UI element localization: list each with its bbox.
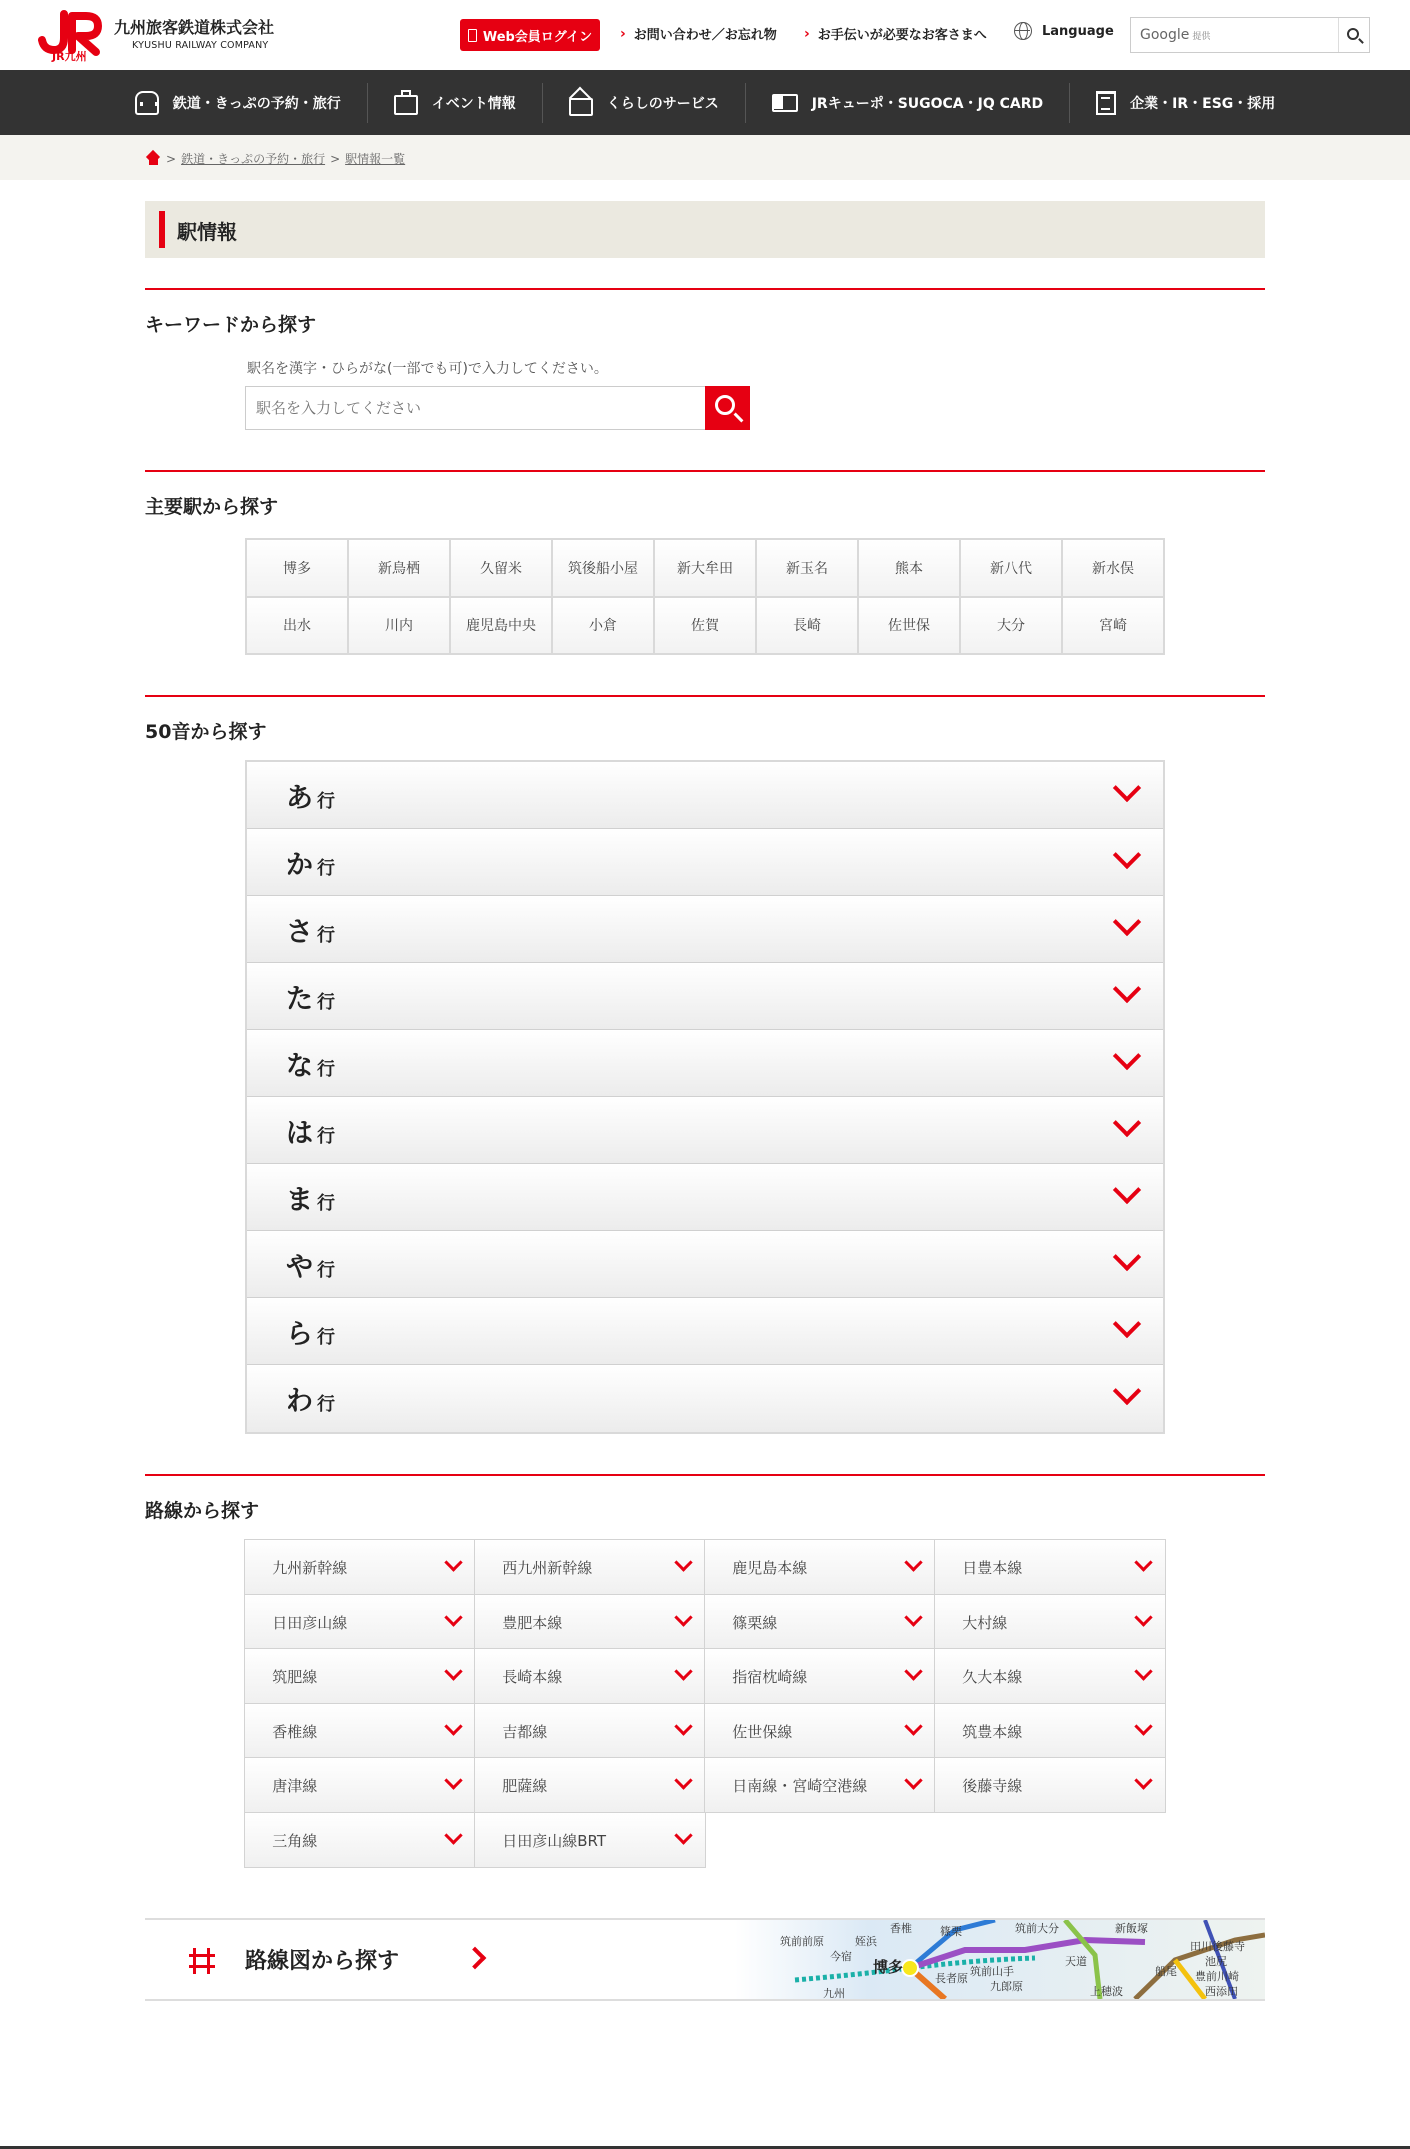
site-search-box[interactable] <box>1130 17 1370 53</box>
line-item[interactable] <box>244 1594 476 1650</box>
chevron-down-icon <box>1113 1176 1141 1204</box>
gnav-item-rail[interactable] <box>109 83 368 123</box>
line-label: 久大本線 <box>962 1668 1023 1687</box>
map-label: 筑前大分 <box>1015 1922 1059 1935</box>
kana-char: か <box>286 850 313 881</box>
kana-char: さ <box>286 917 313 948</box>
station-button[interactable]: 熊本 <box>859 540 959 596</box>
kana-row-ta[interactable] <box>247 963 1163 1030</box>
chevron-down-icon <box>1113 975 1141 1003</box>
line-item[interactable] <box>474 1539 706 1595</box>
map-label: 豊前川崎 <box>1195 1970 1239 1983</box>
station-button[interactable]: 長崎 <box>757 598 857 654</box>
chevron-down-icon <box>444 1826 462 1844</box>
chevron-down-icon <box>674 1772 692 1790</box>
station-button[interactable]: 久留米 <box>451 540 551 596</box>
line-label: 後藤寺線 <box>962 1777 1023 1796</box>
major-stations-heading: 主要駅から探す <box>145 496 279 518</box>
line-item[interactable] <box>934 1539 1166 1595</box>
line-item[interactable] <box>704 1703 936 1759</box>
breadcrumb-bar <box>0 135 1410 180</box>
kana-row-ka[interactable] <box>247 829 1163 896</box>
line-grid <box>245 1540 1165 1867</box>
building-icon <box>1096 91 1116 115</box>
station-button[interactable]: 新大牟田 <box>655 540 755 596</box>
station-button[interactable]: 鹿児島中央 <box>451 598 551 654</box>
company-name-en: KYUSHU RAILWAY COMPANY <box>132 40 269 51</box>
line-label: 西九州新幹線 <box>502 1559 593 1578</box>
line-label: 指宿枕崎線 <box>732 1668 808 1687</box>
gnav-item-events[interactable] <box>368 83 543 123</box>
chevron-down-icon <box>904 1772 922 1790</box>
section-divider <box>145 695 1265 697</box>
breadcrumb-separator: > <box>330 151 341 166</box>
route-map-icon <box>189 1946 217 1974</box>
login-label: Web会員ログイン <box>482 29 593 45</box>
title-accent-bar <box>159 211 165 248</box>
line-item[interactable] <box>934 1648 1166 1704</box>
map-label: 天道 <box>1065 1955 1087 1968</box>
line-item[interactable] <box>244 1648 476 1704</box>
breadcrumb-link-stations[interactable]: 駅情報一覧 <box>345 152 406 166</box>
map-label: 筑前山手 <box>970 1965 1014 1978</box>
globe-icon <box>1014 22 1032 40</box>
station-button[interactable]: 小倉 <box>553 598 653 654</box>
global-nav <box>0 70 1410 135</box>
station-button[interactable]: 新玉名 <box>757 540 857 596</box>
map-label: 姪浜 <box>855 1935 877 1948</box>
line-label: 鹿児島本線 <box>732 1559 808 1578</box>
breadcrumb-separator: > <box>166 151 177 166</box>
chevron-right-icon: › <box>804 25 810 42</box>
kana-char: ま <box>286 1185 313 1216</box>
chevron-down-icon <box>1113 1042 1141 1070</box>
chevron-down-icon <box>1113 908 1141 936</box>
kana-suffix: 行 <box>317 791 335 812</box>
station-button[interactable]: 新鳥栖 <box>349 540 449 596</box>
line-label: 大村線 <box>962 1613 1008 1632</box>
line-label: 佐世保線 <box>732 1722 793 1741</box>
chevron-down-icon <box>444 1663 462 1681</box>
contact-link-label: お問い合わせ／お忘れ物 <box>633 28 777 43</box>
search-brand <box>1140 27 1210 43</box>
jr-kyushu-logo[interactable] <box>38 10 288 62</box>
gnav-label: 鉄道・きっぷの予約・旅行 <box>172 95 341 112</box>
kana-row-na[interactable] <box>247 1030 1163 1097</box>
line-label: 日豊本線 <box>962 1559 1023 1578</box>
line-item[interactable] <box>474 1594 706 1650</box>
page-title-box <box>145 201 1265 258</box>
map-label: 田川後藤寺 <box>1190 1940 1245 1953</box>
line-label: 唐津線 <box>272 1777 318 1796</box>
chevron-down-icon <box>904 1608 922 1626</box>
kana-row-wa[interactable] <box>247 1365 1163 1432</box>
chevron-down-icon <box>1113 1243 1141 1271</box>
line-label: 日南線・宮崎空港線 <box>732 1777 868 1796</box>
gnav-label: 企業・IR・ESG・採用 <box>1130 95 1276 112</box>
accessibility-link[interactable] <box>804 24 987 43</box>
section-divider <box>145 470 1265 472</box>
site-header <box>0 0 1410 70</box>
map-label: 博多 <box>873 1958 904 1976</box>
map-label: 篠栗 <box>940 1925 962 1938</box>
kana-suffix: 行 <box>317 1260 335 1281</box>
chevron-down-icon <box>904 1663 922 1681</box>
chevron-down-icon <box>674 1717 692 1735</box>
map-label: 池尻 <box>1205 1955 1227 1968</box>
route-map-thumbnail <box>735 1920 1265 1999</box>
kana-suffix: 行 <box>317 1394 335 1415</box>
chevron-down-icon <box>444 1554 462 1572</box>
language-label: Language <box>1042 23 1114 39</box>
chevron-down-icon <box>1113 774 1141 802</box>
line-label: 吉都線 <box>502 1722 548 1741</box>
chevron-down-icon <box>904 1717 922 1735</box>
station-button[interactable]: 新八代 <box>961 540 1061 596</box>
line-label: 九州新幹線 <box>272 1559 348 1578</box>
kana-search-heading: 50音から探す <box>145 721 267 743</box>
kana-char: わ <box>286 1386 313 1417</box>
map-label: 九郎原 <box>990 1980 1023 1993</box>
chevron-down-icon <box>444 1717 462 1735</box>
house-icon <box>569 98 593 116</box>
search-divider <box>1338 18 1339 52</box>
map-label: 九州 <box>823 1987 845 1999</box>
chevron-down-icon <box>1134 1608 1152 1626</box>
chevron-down-icon <box>444 1608 462 1626</box>
card-icon <box>772 94 798 112</box>
map-label: 今宿 <box>830 1950 852 1963</box>
chevron-down-icon <box>1134 1554 1152 1572</box>
line-label: 三角線 <box>272 1831 318 1850</box>
door-icon <box>468 29 477 42</box>
kana-row-a[interactable] <box>247 762 1163 829</box>
line-item[interactable] <box>244 1757 476 1813</box>
kana-suffix: 行 <box>317 1193 335 1214</box>
kana-suffix: 行 <box>317 992 335 1013</box>
line-item[interactable] <box>934 1703 1166 1759</box>
chevron-down-icon <box>1134 1663 1152 1681</box>
chevron-down-icon <box>1113 841 1141 869</box>
kana-row-ma[interactable] <box>247 1164 1163 1231</box>
station-button[interactable]: 出水 <box>247 598 347 654</box>
station-button[interactable]: 佐賀 <box>655 598 755 654</box>
line-item[interactable] <box>474 1703 706 1759</box>
accessibility-link-label: お手伝いが必要なお客さまへ <box>817 28 987 43</box>
train-icon <box>135 91 159 115</box>
home-icon[interactable] <box>146 152 161 165</box>
station-search-button[interactable] <box>705 386 750 430</box>
line-label: 肥薩線 <box>502 1777 548 1796</box>
chevron-down-icon <box>1113 1109 1141 1137</box>
line-label: 香椎線 <box>272 1722 318 1741</box>
search-brand-name: Google <box>1140 27 1190 43</box>
station-button[interactable]: 博多 <box>247 540 347 596</box>
kana-char: た <box>286 984 313 1015</box>
company-name-jp: 九州旅客鉄道株式会社 <box>114 18 275 37</box>
route-map-title: 路線図から探す <box>245 1949 400 1974</box>
chevron-down-icon <box>674 1608 692 1626</box>
kana-row-ya[interactable] <box>247 1231 1163 1298</box>
kana-row-ha[interactable] <box>247 1097 1163 1164</box>
kana-suffix: 行 <box>317 1059 335 1080</box>
section-divider <box>145 288 1265 290</box>
breadcrumb <box>146 150 405 167</box>
chevron-down-icon <box>1113 1310 1141 1338</box>
line-item[interactable] <box>244 1812 476 1868</box>
keyword-search-note: 駅名を漢字・ひらがな(一部でも可)で入力してください。 <box>247 361 608 377</box>
map-label: 上穂波 <box>1090 1985 1123 1998</box>
line-label: 筑豊本線 <box>962 1722 1023 1741</box>
kana-char: は <box>286 1118 313 1149</box>
chevron-down-icon <box>674 1663 692 1681</box>
line-search-heading: 路線から探す <box>145 1500 260 1522</box>
line-label: 篠栗線 <box>732 1613 778 1632</box>
gnav-label: JRキューポ・SUGOCA・JQ CARD <box>811 95 1044 112</box>
chevron-down-icon <box>904 1554 922 1572</box>
kana-accordion <box>245 760 1165 1434</box>
major-stations-grid <box>245 538 1165 655</box>
logo-subtext: JR九州 <box>52 50 87 63</box>
line-label: 豊肥本線 <box>502 1613 563 1632</box>
page-title: 駅情報 <box>177 220 237 244</box>
gnav-label: イベント情報 <box>431 95 516 112</box>
kana-suffix: 行 <box>317 925 335 946</box>
kana-suffix: 行 <box>317 1126 335 1147</box>
station-search-input[interactable] <box>245 386 706 430</box>
chevron-right-icon: › <box>620 25 626 42</box>
line-item[interactable] <box>934 1594 1166 1650</box>
search-icon <box>715 395 735 415</box>
map-label: 新飯塚 <box>1115 1922 1148 1935</box>
search-icon[interactable] <box>1347 28 1359 40</box>
line-item[interactable] <box>704 1594 936 1650</box>
station-button[interactable]: 宮崎 <box>1063 598 1163 654</box>
map-label: 筑前前原 <box>780 1935 824 1948</box>
kana-row-sa[interactable] <box>247 896 1163 963</box>
station-button[interactable]: 新水俣 <box>1063 540 1163 596</box>
map-label: 長者原 <box>935 1972 968 1985</box>
line-item[interactable] <box>474 1812 706 1868</box>
breadcrumb-link-rail[interactable]: 鉄道・きっぷの予約・旅行 <box>181 152 326 166</box>
line-item[interactable] <box>704 1757 936 1813</box>
gnav-item-cards[interactable] <box>746 83 1070 123</box>
map-label: 船尾 <box>1155 1965 1177 1978</box>
line-label: 長崎本線 <box>502 1668 563 1687</box>
search-brand-sub: 提供 <box>1192 32 1211 42</box>
suitcase-icon <box>394 95 418 115</box>
gnav-label: くらしのサービス <box>606 95 719 112</box>
line-item[interactable] <box>474 1757 706 1813</box>
chevron-down-icon <box>1134 1772 1152 1790</box>
web-member-login-button[interactable] <box>460 19 600 51</box>
chevron-down-icon <box>444 1772 462 1790</box>
chevron-down-icon <box>674 1826 692 1844</box>
kana-char: ら <box>286 1319 313 1350</box>
station-button[interactable]: 大分 <box>961 598 1061 654</box>
kana-suffix: 行 <box>317 858 335 879</box>
language-selector[interactable] <box>1014 22 1114 40</box>
line-item[interactable] <box>704 1648 936 1704</box>
chevron-down-icon <box>1134 1717 1152 1735</box>
chevron-down-icon <box>1113 1377 1141 1405</box>
section-divider <box>145 1474 1265 1476</box>
keyword-search-heading: キーワードから探す <box>145 314 317 336</box>
line-label: 筑肥線 <box>272 1668 318 1687</box>
kana-row-ra[interactable] <box>247 1298 1163 1365</box>
line-item[interactable] <box>474 1648 706 1704</box>
line-item[interactable] <box>244 1703 476 1759</box>
line-label: 日田彦山線BRT <box>502 1831 607 1850</box>
line-item[interactable] <box>934 1757 1166 1813</box>
chevron-right-icon <box>464 1947 487 1970</box>
gnav-item-corporate[interactable] <box>1070 83 1301 123</box>
kana-char: な <box>286 1051 313 1082</box>
gnav-item-living[interactable] <box>543 83 746 123</box>
kana-char: あ <box>286 783 313 814</box>
route-map-banner[interactable] <box>145 1918 1265 2001</box>
chevron-down-icon <box>674 1554 692 1572</box>
line-item[interactable] <box>704 1539 936 1595</box>
map-label: 西添田 <box>1205 1985 1238 1998</box>
kana-suffix: 行 <box>317 1327 335 1348</box>
map-label: 香椎 <box>890 1922 912 1935</box>
line-label: 日田彦山線 <box>272 1613 348 1632</box>
station-button[interactable]: 佐世保 <box>859 598 959 654</box>
kana-char: や <box>286 1252 313 1283</box>
line-item[interactable] <box>244 1539 476 1595</box>
station-button[interactable]: 川内 <box>349 598 449 654</box>
station-button[interactable]: 筑後船小屋 <box>553 540 653 596</box>
contact-link[interactable] <box>620 24 777 43</box>
